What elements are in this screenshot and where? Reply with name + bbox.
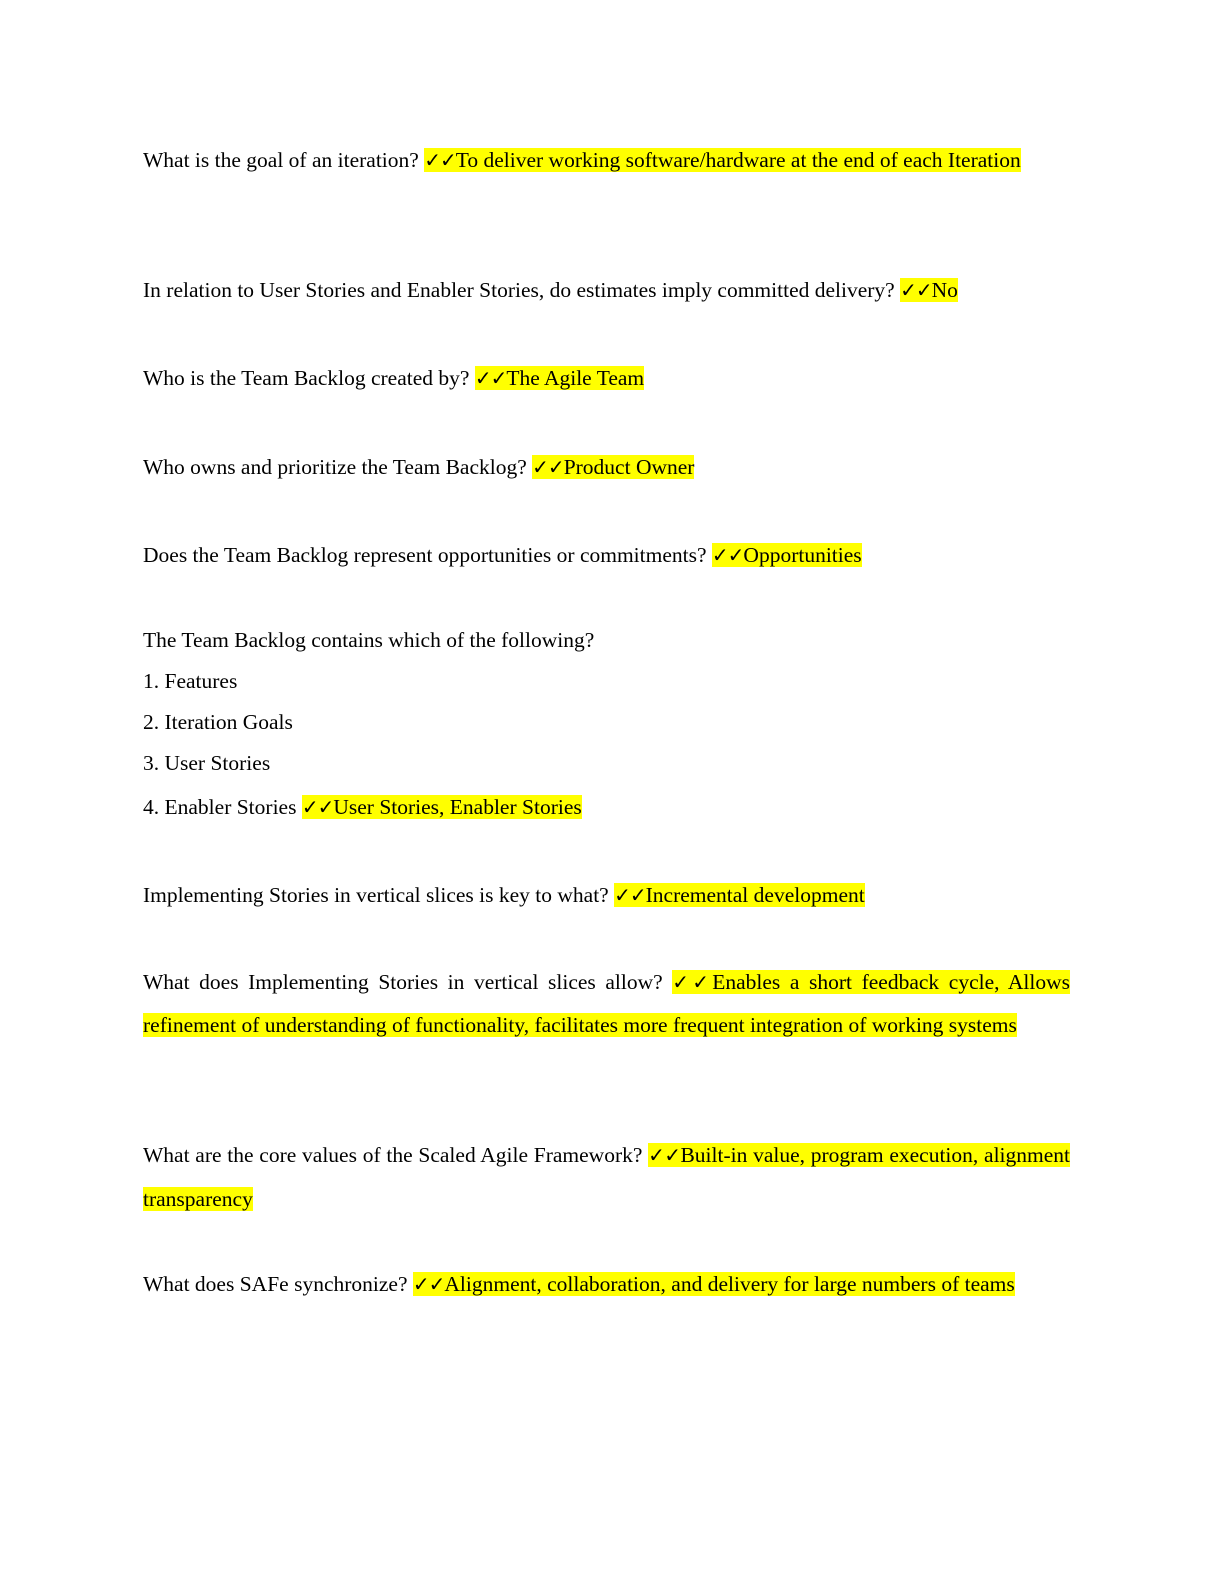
answer-highlight	[532, 455, 694, 479]
answer-text: Incremental development	[645, 883, 865, 907]
qa-item	[143, 1133, 1070, 1221]
qa-item	[143, 961, 1070, 1047]
question-text: What does SAFe synchronize?	[143, 1272, 408, 1296]
qa-item	[143, 268, 1070, 312]
double-check-icon: ✓✓	[474, 366, 507, 390]
answer-text: Alignment, collaboration, and delivery for large numbers of teams	[444, 1272, 1015, 1296]
question-text: What are the core values of the Scaled Agile Framework?	[143, 1143, 643, 1167]
qa-item	[143, 138, 1070, 182]
answer-highlight	[712, 543, 862, 567]
double-check-icon: ✓✓	[532, 455, 564, 479]
qa-item	[143, 356, 1070, 400]
answer-text: The Agile Team	[506, 366, 645, 390]
answer-text: Built-in value, program execution, alignment transparency	[143, 1143, 1071, 1211]
qa-item	[143, 873, 1070, 917]
question-text: Does the Team Backlog represent opportunities or commitments?	[143, 543, 707, 567]
qa-item	[143, 1262, 1070, 1306]
question-text: Who owns and prioritize the Team Backlog?	[143, 455, 527, 479]
double-check-icon: ✓✓	[711, 543, 744, 567]
double-check-icon: ✓✓	[412, 1272, 445, 1296]
answer-text: To deliver working software/hardware at the end of each Iteration	[455, 148, 1021, 172]
double-check-icon: ✓✓	[648, 1143, 681, 1167]
list-question	[143, 620, 1070, 831]
qa-item	[143, 533, 1070, 577]
question-text: The Team Backlog contains which of the following?	[143, 628, 595, 652]
question-text: In relation to User Stories and Enabler Stories, do estimates imply committed delivery?	[143, 278, 895, 302]
answer-text: Opportunities	[743, 543, 862, 567]
double-check-icon: ✓✓	[301, 795, 334, 819]
answer-text: Product Owner	[563, 455, 695, 479]
option-item: 3. User Stories	[143, 751, 271, 775]
question-text: Who is the Team Backlog created by?	[143, 366, 470, 390]
double-check-icon: ✓✓	[672, 970, 713, 994]
answer-highlight	[900, 278, 958, 302]
option-item-with-answer	[143, 784, 1070, 831]
answer-highlight	[475, 366, 644, 390]
answer-text: No	[931, 278, 958, 302]
answer-text: User Stories, Enabler Stories	[333, 795, 582, 819]
question-text: What is the goal of an iteration?	[143, 148, 419, 172]
question-text: What does Implementing Stories in vertical slices allow?	[143, 970, 663, 994]
double-check-icon: ✓✓	[614, 883, 646, 907]
answer-text: Enables a short feedback cycle, Allows refinement of understanding of functionality, facilitates more frequent integration of working systems	[143, 970, 1071, 1037]
option-item: 2. Iteration Goals	[143, 710, 293, 734]
qa-item	[143, 445, 1070, 489]
double-check-icon: ✓✓	[900, 278, 932, 302]
option-text: 4. Enabler Stories	[143, 795, 297, 819]
answer-highlight	[614, 883, 865, 907]
question-text: Implementing Stories in vertical slices is key to what?	[143, 883, 609, 907]
answer-highlight	[424, 148, 1021, 172]
answer-highlight	[302, 795, 582, 819]
answer-highlight	[413, 1272, 1015, 1296]
double-check-icon: ✓✓	[424, 148, 456, 172]
option-item: 1. Features	[143, 669, 238, 693]
